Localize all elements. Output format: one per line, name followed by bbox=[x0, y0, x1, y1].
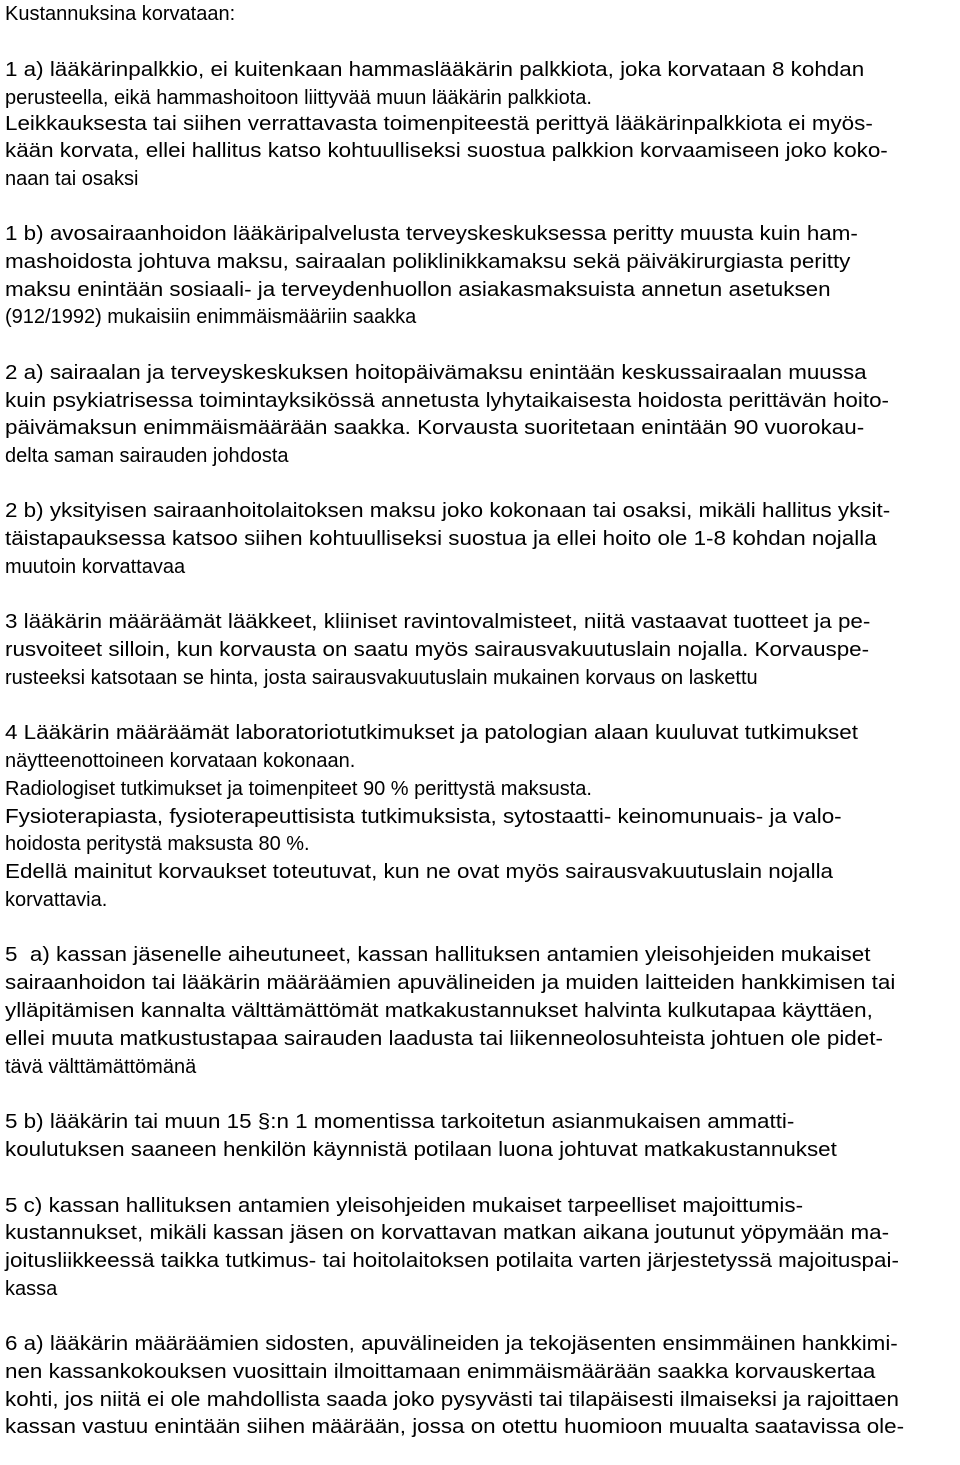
text-line: 5 b) lääkärin tai muun 15 §:n 1 momentissa tarkoitetun asianmukaisen ammatti- bbox=[5, 1111, 795, 1133]
text-line: päivämaksun enimmäismäärään saakka. Korvausta suoritetaan enintään 90 vuorokau- bbox=[5, 417, 865, 439]
text-line: joitusliikkeessä taikka tutkimus- tai hoitolaitoksen potilaita varten järjestetyssä majoituspai- bbox=[5, 1250, 899, 1272]
text-line: rusteeksi katsotaan se hinta, josta sairausvakuutuslain mukainen korvaus on laskettu bbox=[5, 667, 758, 689]
text-line: kassa bbox=[5, 1278, 58, 1300]
text-line: ellei muuta matkustustapaa sairauden laadusta tai liikenneolosuhteista johtuen ole pidet- bbox=[5, 1028, 883, 1050]
text-line: 4 Lääkärin määräämät laboratoriotutkimukset ja patologian alaan kuuluvat tutkimukset bbox=[5, 722, 858, 744]
text-line: sairaanhoidon tai lääkärin määräämien apuvälineiden ja muiden laitteiden hankkimisen tai bbox=[5, 972, 896, 994]
text-line: mashoidosta johtuva maksu, sairaalan poliklinikkamaksu sekä päiväkirurgiasta peritty bbox=[5, 251, 851, 273]
text-line: 1 b) avosairaanhoidon lääkäripalvelusta terveyskeskuksessa peritty muusta kuin ham- bbox=[5, 223, 858, 245]
text-line: ylläpitämisen kannalta välttämättömät matkakustannukset halvinta kulkutapaa käyttäen, bbox=[5, 1000, 873, 1022]
text-line: perusteella, eikä hammashoitoon liittyvää muun lääkärin palkkiota. bbox=[5, 87, 592, 109]
text-line: (912/1992) mukaisiin enimmäismääriin saakka bbox=[5, 306, 417, 328]
text-line: 5 a) kassan jäsenelle aiheutuneet, kassan hallituksen antamien yleisohjeiden mukaiset bbox=[5, 944, 871, 966]
text-line: Fysioterapiasta, fysioterapeuttisista tutkimuksista, sytostaatti- keinomunuais- ja valo- bbox=[5, 806, 842, 828]
text-line: Edellä mainitut korvaukset toteutuvat, kun ne ovat myös sairausvakuutuslain nojalla bbox=[5, 861, 834, 883]
text-line: naan tai osaksi bbox=[5, 168, 139, 190]
text-line: muutoin korvattavaa bbox=[5, 556, 186, 578]
text-line: Kustannuksina korvataan: bbox=[5, 3, 236, 25]
text-line: koulutuksen saaneen henkilön käynnistä potilaan luona johtuvat matkakustannukset bbox=[5, 1139, 837, 1161]
text-line: kustannukset, mikäli kassan jäsen on korvattavan matkan aikana joutunut yöpymään ma- bbox=[5, 1222, 890, 1244]
text-line: täistapauksessa katsoo siihen kohtuulliseksi suostua ja ellei hoito ole 1-8 kohdan nojalla bbox=[5, 528, 877, 550]
text-line: 2 a) sairaalan ja terveyskeskuksen hoitopäivämaksu enintään keskussairaalan muussa bbox=[5, 362, 867, 384]
text-line: tävä välttämättömänä bbox=[5, 1056, 197, 1078]
text-line: maksu enintään sosiaali- ja terveydenhuollon asiakasmaksuista annetun asetuksen bbox=[5, 279, 831, 301]
text-line: 6 a) lääkärin määräämien sidosten, apuvälineiden ja tekojäsenten ensimmäinen hankkimi- bbox=[5, 1333, 898, 1355]
text-line: kassan vastuu enintään siihen määrään, jossa on otettu huomioon muualta saatavissa ole- bbox=[5, 1416, 905, 1438]
text-line: 1 a) lääkärinpalkkio, ei kuitenkaan hammaslääkärin palkkiota, joka korvataan 8 kohdan bbox=[5, 59, 865, 81]
text-line: nen kassankokouksen vuosittain ilmoittamaan enimmäismäärään saakka korvauskertaa bbox=[5, 1361, 876, 1383]
text-line: Radiologiset tutkimukset ja toimenpiteet 90 % perittystä maksusta. bbox=[5, 778, 592, 800]
text-line: 5 c) kassan hallituksen antamien yleisohjeiden mukaiset tarpeelliset majoittumis- bbox=[5, 1195, 804, 1217]
text-line: korvattavia. bbox=[5, 889, 108, 911]
text-line: kohti, jos niitä ei ole mahdollista saada joko pysyvästi tai tilapäisesti ilmaiseksi ja rajoittaen bbox=[5, 1389, 899, 1411]
text-line: 3 lääkärin määräämät lääkkeet, kliiniset ravintovalmisteet, niitä vastaavat tuotteet ja pe- bbox=[5, 611, 871, 633]
text-line: kään korvata, ellei hallitus katso kohtuulliseksi suostua palkkion korvaamiseen joko koko- bbox=[5, 140, 888, 162]
text-line: kuin psykiatrisessa toimintayksikössä annetusta lyhytaikaisesta hoidosta perittävän hoito- bbox=[5, 390, 890, 412]
text-line: hoidosta peritystä maksusta 80 %. bbox=[5, 833, 310, 855]
text-line: näytteenottoineen korvataan kokonaan. bbox=[5, 750, 356, 772]
text-line: rusvoiteet silloin, kun korvausta on saatu myös sairausvakuutuslain nojalla. Korvauspe- bbox=[5, 639, 870, 661]
text-line: 2 b) yksityisen sairaanhoitolaitoksen maksu joko kokonaan tai osaksi, mikäli hallitus yksit- bbox=[5, 500, 891, 522]
text-line: delta saman sairauden johdosta bbox=[5, 445, 289, 467]
text-line: Leikkauksesta tai siihen verrattavasta toimenpiteestä perittyä lääkärinpalkkiota ei myös- bbox=[5, 113, 873, 135]
